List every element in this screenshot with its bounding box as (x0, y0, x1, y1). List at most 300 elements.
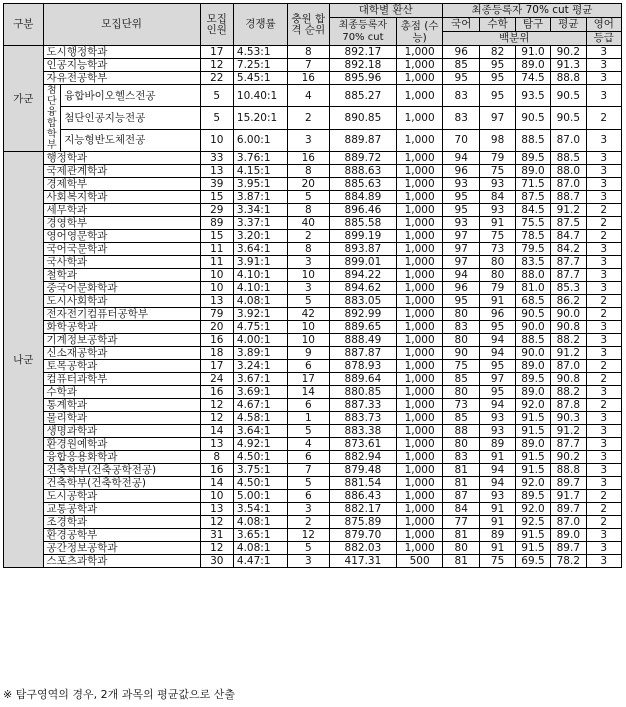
cell-supplement: 3 (288, 282, 330, 295)
cell-inquiry: 69.5 (515, 555, 550, 568)
cell-average: 88.5 (551, 152, 586, 165)
cell-final-score: 893.87 (329, 243, 397, 256)
cell-final-score: 888.63 (329, 165, 397, 178)
cell-average: 90.0 (551, 308, 586, 321)
cell-final-score: 881.54 (329, 477, 397, 490)
cell-total-score: 1,000 (397, 165, 443, 178)
cell-supplement: 6 (288, 399, 330, 412)
cell-total-score: 1,000 (397, 373, 443, 386)
cell-math: 93 (480, 412, 515, 425)
cell-english: 3 (586, 386, 622, 399)
cell-final-score: 887.33 (329, 399, 397, 412)
cell-english: 3 (586, 282, 622, 295)
cell-quota: 12 (200, 399, 233, 412)
table-row (4, 503, 622, 516)
cell-final-score: 880.85 (329, 386, 397, 399)
cell-unit: 첨단인공지능전공 (61, 107, 200, 129)
cell-final-score: 883.38 (329, 425, 397, 438)
cell-inquiry: 78.5 (515, 230, 550, 243)
cell-final-score: 883.73 (329, 412, 397, 425)
cell-quota: 16 (200, 464, 233, 477)
cell-ratio: 3.89:1 (233, 347, 287, 360)
cell-math: 94 (480, 477, 515, 490)
cell-english: 3 (586, 269, 622, 282)
cell-english: 2 (586, 308, 622, 321)
cell-korean: 97 (442, 230, 479, 243)
cell-inquiry: 89.5 (515, 152, 550, 165)
cell-quota: 15 (200, 230, 233, 243)
header-total: 총점 (수능) (397, 18, 443, 46)
cell-unit: 스포츠과학과 (43, 555, 200, 568)
cell-ratio: 4.92:1 (233, 438, 287, 451)
cell-final-score: 889.72 (329, 152, 397, 165)
cell-english: 3 (586, 152, 622, 165)
cell-inquiry: 89.0 (515, 165, 550, 178)
cell-supplement: 8 (288, 204, 330, 217)
table-row (4, 269, 622, 282)
cell-quota: 10 (200, 490, 233, 503)
cell-quota: 18 (200, 347, 233, 360)
cell-ratio: 3.54:1 (233, 503, 287, 516)
cell-unit: 국제관계학과 (43, 165, 200, 178)
cell-average: 89.7 (551, 542, 586, 555)
header-english: 영어 (586, 18, 622, 32)
cell-average: 90.3 (551, 412, 586, 425)
table-row (4, 321, 622, 334)
table-row (4, 152, 622, 165)
cell-supplement: 6 (288, 360, 330, 373)
cell-ratio: 3.34:1 (233, 204, 287, 217)
cell-final-score: 899.19 (329, 230, 397, 243)
cell-korean: 81 (442, 529, 479, 542)
cell-ratio: 4.50:1 (233, 477, 287, 490)
cell-supplement: 5 (288, 477, 330, 490)
cell-total-score: 1,000 (397, 178, 443, 191)
header-korean: 국어 (442, 18, 479, 32)
cell-english: 3 (586, 85, 622, 107)
table-row (4, 129, 622, 151)
table-row (4, 243, 622, 256)
cell-quota: 10 (200, 282, 233, 295)
cell-ratio: 4.75:1 (233, 321, 287, 334)
cell-math: 96 (480, 308, 515, 321)
cell-inquiry: 89.0 (515, 360, 550, 373)
cell-korean: 75 (442, 360, 479, 373)
cell-supplement: 16 (288, 72, 330, 85)
cell-final-score: 888.49 (329, 334, 397, 347)
cell-english: 3 (586, 412, 622, 425)
cell-ratio: 4.50:1 (233, 451, 287, 464)
cell-average: 91.2 (551, 425, 586, 438)
cell-math: 93 (480, 425, 515, 438)
cell-english: 3 (586, 555, 622, 568)
cell-inquiry: 89.5 (515, 373, 550, 386)
cell-english: 2 (586, 230, 622, 243)
cell-inquiry: 91.5 (515, 542, 550, 555)
cell-final-score: 875.89 (329, 516, 397, 529)
cell-final-score: 894.62 (329, 282, 397, 295)
cell-ratio: 4.08:1 (233, 516, 287, 529)
cell-korean: 95 (442, 204, 479, 217)
table-row (4, 256, 622, 269)
table-row (4, 308, 622, 321)
cell-math: 94 (480, 347, 515, 360)
cell-total-score: 1,000 (397, 347, 443, 360)
cell-inquiry: 88.0 (515, 269, 550, 282)
cell-english: 2 (586, 490, 622, 503)
cell-supplement: 10 (288, 269, 330, 282)
cell-math: 95 (480, 72, 515, 85)
cell-inquiry: 90.5 (515, 308, 550, 321)
cell-math: 91 (480, 516, 515, 529)
cell-final-score: 895.96 (329, 72, 397, 85)
admission-results-table (3, 3, 622, 568)
table-row (4, 360, 622, 373)
cell-total-score: 1,000 (397, 107, 443, 129)
cell-math: 97 (480, 373, 515, 386)
cell-inquiry: 88.5 (515, 129, 550, 151)
cell-total-score: 1,000 (397, 503, 443, 516)
cell-average: 87.7 (551, 269, 586, 282)
cell-supplement: 2 (288, 230, 330, 243)
cell-total-score: 1,000 (397, 243, 443, 256)
cell-final-score: 882.03 (329, 542, 397, 555)
cell-quota: 20 (200, 321, 233, 334)
cell-quota: 14 (200, 425, 233, 438)
cell-ratio: 5.45:1 (233, 72, 287, 85)
cell-english: 2 (586, 516, 622, 529)
cell-ratio: 3.69:1 (233, 386, 287, 399)
cell-average: 85.3 (551, 282, 586, 295)
cell-quota: 10 (200, 129, 233, 151)
cell-supplement: 20 (288, 178, 330, 191)
cell-average: 84.2 (551, 243, 586, 256)
cell-inquiry: 90.0 (515, 321, 550, 334)
cell-math: 95 (480, 321, 515, 334)
cell-supplement: 3 (288, 503, 330, 516)
cell-average: 86.2 (551, 295, 586, 308)
cell-korean: 83 (442, 107, 479, 129)
cell-english: 2 (586, 107, 622, 129)
cell-inquiry: 92.0 (515, 503, 550, 516)
cell-final-score: 886.43 (329, 490, 397, 503)
cell-korean: 88 (442, 425, 479, 438)
cell-inquiry: 92.5 (515, 516, 550, 529)
cell-unit: 도시사회학과 (43, 295, 200, 308)
cell-korean: 85 (442, 373, 479, 386)
cell-final-score: 883.05 (329, 295, 397, 308)
cell-ratio: 4.58:1 (233, 412, 287, 425)
cell-korean: 90 (442, 347, 479, 360)
cell-average: 88.2 (551, 386, 586, 399)
cell-quota: 13 (200, 295, 233, 308)
cell-unit: 경제학부 (43, 178, 200, 191)
cell-final-score: 884.89 (329, 191, 397, 204)
cell-korean: 83 (442, 451, 479, 464)
cell-total-score: 1,000 (397, 412, 443, 425)
cell-average: 87.5 (551, 217, 586, 230)
cell-unit: 화학공학과 (43, 321, 200, 334)
cell-quota: 13 (200, 165, 233, 178)
table-row (4, 399, 622, 412)
cell-average: 91.2 (551, 204, 586, 217)
cell-average: 90.2 (551, 451, 586, 464)
cell-inquiry: 83.5 (515, 256, 550, 269)
cell-total-score: 1,000 (397, 230, 443, 243)
cell-average: 78.2 (551, 555, 586, 568)
cell-supplement: 5 (288, 295, 330, 308)
group-ga: 가군 (4, 46, 44, 152)
table-row (4, 373, 622, 386)
cell-math: 75 (480, 230, 515, 243)
cell-average: 87.0 (551, 516, 586, 529)
cell-quota: 30 (200, 555, 233, 568)
cell-ratio: 3.92:1 (233, 308, 287, 321)
cell-unit: 환경공학부 (43, 529, 200, 542)
cell-ratio: 3.95:1 (233, 178, 287, 191)
cell-quota: 17 (200, 360, 233, 373)
cell-quota: 89 (200, 217, 233, 230)
table-row (4, 425, 622, 438)
cell-inquiry: 90.0 (515, 347, 550, 360)
cell-total-score: 1,000 (397, 204, 443, 217)
cell-supplement: 5 (288, 542, 330, 555)
cell-math: 89 (480, 438, 515, 451)
cell-final-score: 899.01 (329, 256, 397, 269)
cell-quota: 5 (200, 107, 233, 129)
cell-math: 97 (480, 107, 515, 129)
cell-unit: 융합바이오헬스전공 (61, 85, 200, 107)
cell-math: 98 (480, 129, 515, 151)
cell-supplement: 1 (288, 412, 330, 425)
header-unit: 모집단위 (43, 4, 200, 46)
cell-total-score: 1,000 (397, 438, 443, 451)
table-row (4, 178, 622, 191)
cell-english: 3 (586, 321, 622, 334)
cell-quota: 22 (200, 72, 233, 85)
table-row (4, 282, 622, 295)
cell-unit: 자유전공학부 (43, 72, 200, 85)
cell-total-score: 1,000 (397, 399, 443, 412)
cell-total-score: 1,000 (397, 516, 443, 529)
cell-average: 88.0 (551, 165, 586, 178)
cell-korean: 80 (442, 308, 479, 321)
cell-english: 3 (586, 178, 622, 191)
cell-unit: 경영학부 (43, 217, 200, 230)
cell-korean: 83 (442, 85, 479, 107)
cell-final-score: 892.17 (329, 46, 397, 59)
table-row (4, 334, 622, 347)
cell-average: 87.0 (551, 360, 586, 373)
cell-english: 3 (586, 542, 622, 555)
cell-supplement: 3 (288, 256, 330, 269)
cell-total-score: 1,000 (397, 295, 443, 308)
cell-total-score: 1,000 (397, 321, 443, 334)
cell-final-score: 873.61 (329, 438, 397, 451)
table-row (4, 555, 622, 568)
cell-ratio: 5.00:1 (233, 490, 287, 503)
cell-unit: 조경학과 (43, 516, 200, 529)
cell-quota: 11 (200, 256, 233, 269)
cell-total-score: 1,000 (397, 72, 443, 85)
cell-math: 89 (480, 529, 515, 542)
cell-quota: 11 (200, 243, 233, 256)
cell-final-score: 887.87 (329, 347, 397, 360)
cell-math: 93 (480, 178, 515, 191)
cell-inquiry: 79.5 (515, 243, 550, 256)
table-row (4, 191, 622, 204)
cell-quota: 10 (200, 269, 233, 282)
cell-math: 95 (480, 85, 515, 107)
header-final-70: 최종등록자 70% cut (329, 18, 397, 46)
cell-total-score: 1,000 (397, 477, 443, 490)
cell-math: 91 (480, 542, 515, 555)
cell-english: 2 (586, 217, 622, 230)
cell-inquiry: 91.5 (515, 451, 550, 464)
table-row (4, 464, 622, 477)
table-row (4, 165, 622, 178)
cell-inquiry: 75.5 (515, 217, 550, 230)
cell-quota: 12 (200, 516, 233, 529)
cell-supplement: 17 (288, 373, 330, 386)
table-row (4, 59, 622, 72)
table-row (4, 295, 622, 308)
table-row (4, 217, 622, 230)
cell-final-score: 889.64 (329, 373, 397, 386)
table-row (4, 516, 622, 529)
cell-unit: 교통공학과 (43, 503, 200, 516)
cell-ratio: 3.76:1 (233, 152, 287, 165)
cell-average: 91.7 (551, 490, 586, 503)
cell-unit: 건축학부(건축학전공) (43, 477, 200, 490)
header-percentile: 백분위 (442, 32, 586, 46)
table-row (4, 451, 622, 464)
cell-supplement: 2 (288, 516, 330, 529)
cell-english: 3 (586, 243, 622, 256)
cell-final-score: 889.65 (329, 321, 397, 334)
cell-final-score: 882.94 (329, 451, 397, 464)
cell-ratio: 3.75:1 (233, 464, 287, 477)
cell-quota: 8 (200, 451, 233, 464)
cell-korean: 80 (442, 334, 479, 347)
cell-final-score: 892.99 (329, 308, 397, 321)
cell-english: 2 (586, 399, 622, 412)
cell-total-score: 1,000 (397, 256, 443, 269)
cell-unit: 영어영문학과 (43, 230, 200, 243)
cell-unit: 세무학과 (43, 204, 200, 217)
cell-ratio: 3.91:1 (233, 256, 287, 269)
cell-unit: 공간정보공학과 (43, 542, 200, 555)
cell-korean: 81 (442, 555, 479, 568)
cell-supplement: 8 (288, 243, 330, 256)
cell-unit: 국사학과 (43, 256, 200, 269)
cell-korean: 95 (442, 295, 479, 308)
cell-math: 91 (480, 503, 515, 516)
cell-math: 79 (480, 282, 515, 295)
table-row (4, 107, 622, 129)
cell-supplement: 12 (288, 529, 330, 542)
cell-quota: 39 (200, 178, 233, 191)
cell-math: 93 (480, 490, 515, 503)
cell-math: 80 (480, 269, 515, 282)
cell-inquiry: 91.5 (515, 529, 550, 542)
cell-average: 87.7 (551, 438, 586, 451)
admission-results-table-container (3, 3, 622, 701)
cell-average: 88.8 (551, 464, 586, 477)
cell-korean: 93 (442, 217, 479, 230)
cell-ratio: 3.67:1 (233, 373, 287, 386)
cell-inquiry: 87.5 (515, 191, 550, 204)
cell-english: 3 (586, 191, 622, 204)
table-row (4, 412, 622, 425)
cell-korean: 80 (442, 386, 479, 399)
cell-math: 91 (480, 451, 515, 464)
table-row (4, 72, 622, 85)
cell-unit: 융합응용화학과 (43, 451, 200, 464)
cell-final-score: 878.93 (329, 360, 397, 373)
cell-unit: 수학과 (43, 386, 200, 399)
cell-ratio: 3.64:1 (233, 243, 287, 256)
header-quota: 모집 인원 (200, 4, 233, 46)
cell-average: 91.2 (551, 347, 586, 360)
cell-final-score: 889.87 (329, 129, 397, 151)
cell-supplement: 5 (288, 191, 330, 204)
cell-korean: 85 (442, 59, 479, 72)
cell-math: 93 (480, 204, 515, 217)
cell-quota: 31 (200, 529, 233, 542)
cell-english: 2 (586, 295, 622, 308)
cell-korean: 93 (442, 178, 479, 191)
fused-department-label: 첨단 융합 학부 (43, 85, 61, 152)
cell-supplement: 6 (288, 451, 330, 464)
cell-quota: 33 (200, 152, 233, 165)
cell-inquiry: 81.0 (515, 282, 550, 295)
cell-ratio: 4.67:1 (233, 399, 287, 412)
cell-korean: 96 (442, 165, 479, 178)
cell-unit: 물리학과 (43, 412, 200, 425)
cell-quota: 24 (200, 373, 233, 386)
table-header (4, 4, 622, 46)
cell-unit: 통계학과 (43, 399, 200, 412)
cell-english: 3 (586, 72, 622, 85)
cell-inquiry: 89.0 (515, 59, 550, 72)
cell-supplement: 4 (288, 85, 330, 107)
table-row (4, 529, 622, 542)
cell-final-score: 885.63 (329, 178, 397, 191)
table-row (4, 438, 622, 451)
cell-unit: 사회복지학과 (43, 191, 200, 204)
table-row (4, 490, 622, 503)
cell-english: 2 (586, 373, 622, 386)
cell-average: 89.0 (551, 529, 586, 542)
cell-supplement: 7 (288, 464, 330, 477)
cell-total-score: 1,000 (397, 386, 443, 399)
cell-inquiry: 89.5 (515, 490, 550, 503)
cell-supplement: 7 (288, 59, 330, 72)
cell-average: 88.2 (551, 334, 586, 347)
cell-math: 91 (480, 295, 515, 308)
cell-quota: 14 (200, 477, 233, 490)
cell-ratio: 4.00:1 (233, 334, 287, 347)
cell-unit: 인공지능학과 (43, 59, 200, 72)
cell-inquiry: 89.0 (515, 438, 550, 451)
cell-total-score: 1,000 (397, 129, 443, 151)
cell-supplement: 14 (288, 386, 330, 399)
cell-inquiry: 74.5 (515, 72, 550, 85)
table-row (4, 386, 622, 399)
cell-korean: 97 (442, 243, 479, 256)
cell-unit: 철학과 (43, 269, 200, 282)
